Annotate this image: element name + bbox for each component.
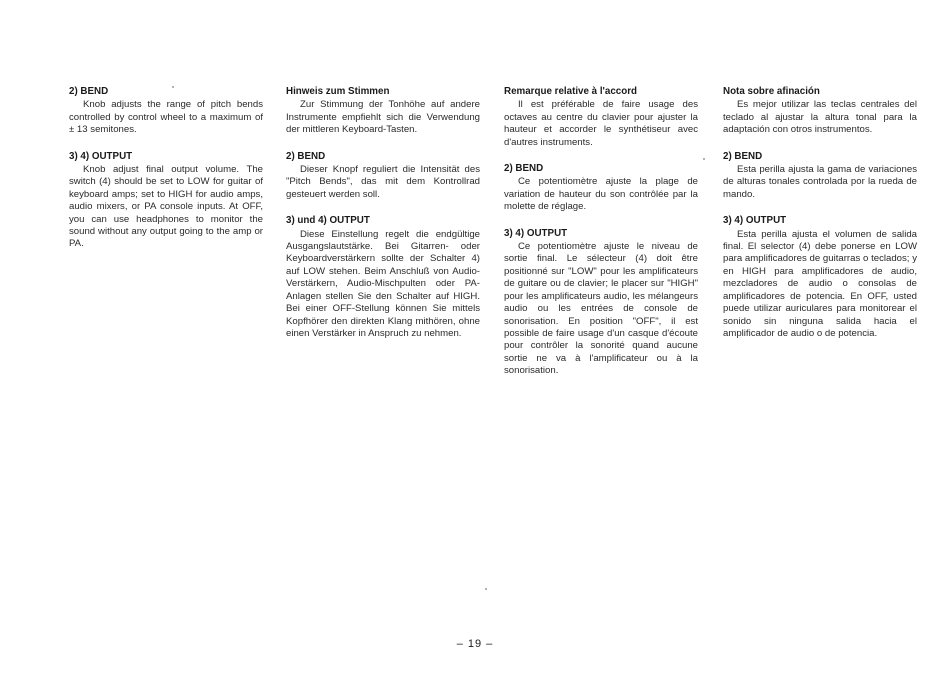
- section-heading: 3) 4) OUTPUT: [504, 227, 568, 239]
- column-english: [69, 86, 263, 265]
- page-number: – 19 –: [456, 638, 494, 650]
- scan-speck: [485, 588, 487, 590]
- section-heading: 2) BEND: [69, 86, 109, 97]
- section-heading: Nota sobre afinación: [723, 86, 820, 97]
- section-body: Dieser Knopf reguliert die Intensität des "Pitch Bends", das mit dem Kontrollrad gesteuert werden soll.: [286, 164, 480, 200]
- column-german: [286, 86, 480, 354]
- section-body: Zur Stimmung der Tonhöhe auf andere Instrumente empfiehlt sich die Verwendung der mittleren Keyboard-Tasten.: [286, 99, 480, 136]
- section-output-es: [723, 215, 917, 340]
- section-bend-en: [69, 86, 263, 137]
- section-body: Ce potentiomètre ajuste la plage de variation de hauteur du son contrôlée par la molette de réglage.: [504, 176, 698, 213]
- section-heading: 3) 4) OUTPUT: [723, 215, 787, 227]
- section-body: Ce potentiomètre ajuste le niveau de sortie final. Le sélecteur (4) doit être positionné sur "LOW" pour les amplificateurs de guitare ou de clavier; le placer sur "HIGH" pour les amplificateurs audio, les mélangeurs audio ou les entrées de console de sonorisation. En position "OFF", il est possible de faire usage d'un casque d'écoute pour contrôler la sonorité quand aucune sortie ne va à l'amplificateur ou à la sonorisation.: [504, 241, 698, 377]
- section-bend-fr: [504, 163, 698, 214]
- section-body: Knob adjusts the range of pitch bends controlled by control wheel to a maximum of ± 13 semitones.: [69, 99, 263, 136]
- section-tuning-note-es: [723, 86, 917, 137]
- section-heading: 2) BEND: [504, 163, 544, 175]
- section-tuning-note-fr: [504, 86, 698, 149]
- column-spanish: [723, 86, 917, 354]
- section-output-de: [286, 215, 480, 340]
- section-bend-es: [723, 151, 917, 202]
- column-french: [504, 86, 698, 392]
- section-body: Knob adjust final output volume. The switch (4) should be set to LOW for guitar of keyboard amps; set to HIGH for audio amps, audio mixers, or PA console inputs. At OFF, you can use headphones to monitor the sound without any output going to the amp or PA.: [69, 164, 263, 250]
- section-body: Diese Einstellung regelt die endgültige Ausgangslautstärke. Bei Gitarren- oder Keyboardverstärkern sollte der Schalter 4) auf LOW stehen. Beim Anschluß von Audio-Verstärkern, Audio-Mischpulten oder PA-Anlagen stellen Sie den Schalter auf HIGH. Bei einer OFF-Stellung können Sie mittels Kopfhörer den direkten Klang mithören, ohne einen Verstärker in Anspruch zu nehmen.: [286, 228, 480, 339]
- section-heading: 2) BEND: [286, 150, 326, 162]
- section-heading: 3) und 4) OUTPUT: [286, 215, 370, 227]
- section-bend-de: [286, 151, 480, 202]
- section-output-fr: [504, 228, 698, 378]
- section-body: Es mejor utilizar las teclas centrales del teclado al ajustar la altura tonal para la adaptación con otros instrumentos.: [723, 99, 917, 136]
- section-body: Esta perilla ajusta el volumen de salida final. El selector (4) debe ponerse en LOW para amplificadores de guitarras o teclados; y en HIGH para amplificadores de audio, mezcladores de audio o consolas de amplificadores de potencia. En OFF, usted puede utilizar auriculares para monitorear el sonido sin ninguna salida hacia el amplificador de audio o de potencia.: [723, 228, 917, 339]
- section-tuning-note-de: [286, 86, 480, 137]
- section-body: Il est préférable de faire usage des octaves au centre du clavier pour ajuster la hauteur et accorder le synthétiseur avec d'autres instruments.: [504, 99, 698, 148]
- scan-speck: [172, 86, 174, 88]
- scan-speck: [703, 158, 705, 160]
- section-heading: Hinweis zum Stimmen: [286, 86, 390, 97]
- section-heading: 3) 4) OUTPUT: [69, 150, 133, 162]
- section-body: Esta perilla ajusta la gama de variaciones de alturas tonales controlada por la rueda de mando.: [723, 164, 917, 200]
- section-heading: 2) BEND: [723, 150, 763, 162]
- section-output-en: [69, 151, 263, 251]
- section-heading: Remarque relative à l'accord: [504, 86, 638, 97]
